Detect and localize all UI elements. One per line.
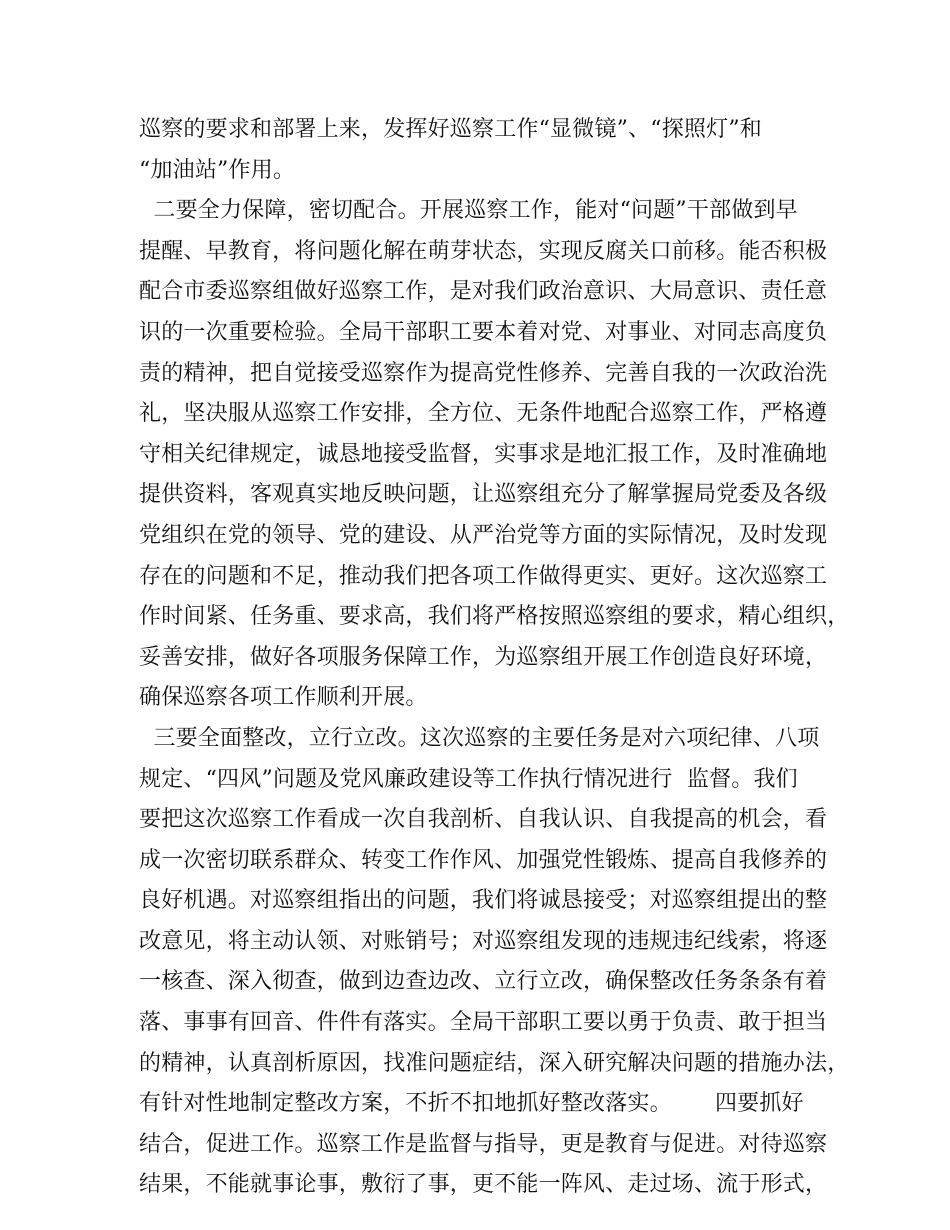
text-line: 落、事事有回音、件件有落实。全局干部职工要以勇于负责、敢于担当	[139, 1010, 828, 1036]
text-line: 存在的问题和不足，推动我们把各项工作做得更实、更好。这次巡察工	[139, 563, 828, 589]
text-line: 良好机遇。对巡察组指出的问题，我们将诚恳接受；对巡察组提出的整	[139, 888, 828, 914]
text-line: 识的一次重要检验。全局干部职工要本着对党、对事业、对同志高度负	[139, 319, 828, 345]
text-line: 提醒、早教育，将问题化解在萌芽状态，实现反腐关口前移。能否积极	[139, 238, 828, 264]
text-line: 改意见，将主动认领、对账销号；对巡察组发现的违规违纪线索，将逐	[139, 928, 828, 954]
text-line: 巡察的要求和部署上来，发挥好巡察工作“显微镜”、“探照灯”和	[139, 117, 762, 142]
text-line: 妥善安排，做好各项服务保障工作，为巡察组开展工作创造良好环境，	[139, 644, 828, 670]
text-line: 配合市委巡察组做好巡察工作，是对我们政治意识、大局意识、责任意	[139, 279, 828, 305]
text-line: 结合，促进工作。巡察工作是监督与指导，更是教育与促进。对待巡察	[139, 1131, 828, 1157]
text-line: 的精神，认真剖析原因，找准问题症结，深入研究解决问题的措施办法，	[139, 1050, 850, 1076]
text-line: 一核查、深入彻查，做到边查边改、立行立改，确保整改任务条条有着	[139, 969, 828, 995]
text-line: 三要全面整改，立行立改。这次巡察的主要任务是对六项纪律、八项	[139, 725, 820, 751]
text-line: 提供资料，客观真实地反映问题，让巡察组充分了解掌握局党委及各级	[139, 482, 828, 508]
text-line: 党组织在党的领导、党的建设、从严治党等方面的实际情况，及时发现	[139, 522, 828, 548]
text-line: 成一次密切联系群众、转变工作作风、加强党性锻炼、提高自我修养的	[139, 847, 828, 873]
text-line: 结果，不能就事论事，敷衍了事，更不能一阵风、走过场、流于形式，	[139, 1172, 828, 1198]
body-text	[139, 110, 850, 1206]
text-line: 作时间紧、任务重、要求高，我们将严格按照巡察组的要求，精心组织，	[139, 604, 850, 630]
text-line: 规定、“四风”问题及党风廉政建设等工作执行情况进行 监督。我们	[139, 766, 798, 792]
text-line: 二要全力保障，密切配合。开展巡察工作，能对“问题”干部做到早	[139, 198, 798, 224]
text-line: 礼，坚决服从巡察工作安排，全方位、无条件地配合巡察工作，严格遵	[139, 401, 828, 427]
text-line: 守相关纪律规定，诚恳地接受监督，实事求是地汇报工作，及时准确地	[139, 441, 828, 467]
text-line: “加油站”作用。	[139, 157, 296, 183]
text-line: 有针对性地制定整改方案，不折不扣地抓好整改落实。 四要抓好	[139, 1091, 804, 1117]
text-line: 确保巡察各项工作顺利开展。	[139, 685, 428, 711]
text-line: 要把这次巡察工作看成一次自我剖析、自我认识、自我提高的机会，看	[139, 807, 828, 833]
text-line: 责的精神，把自觉接受巡察作为提高党性修养、完善自我的一次政治洗	[139, 360, 828, 386]
